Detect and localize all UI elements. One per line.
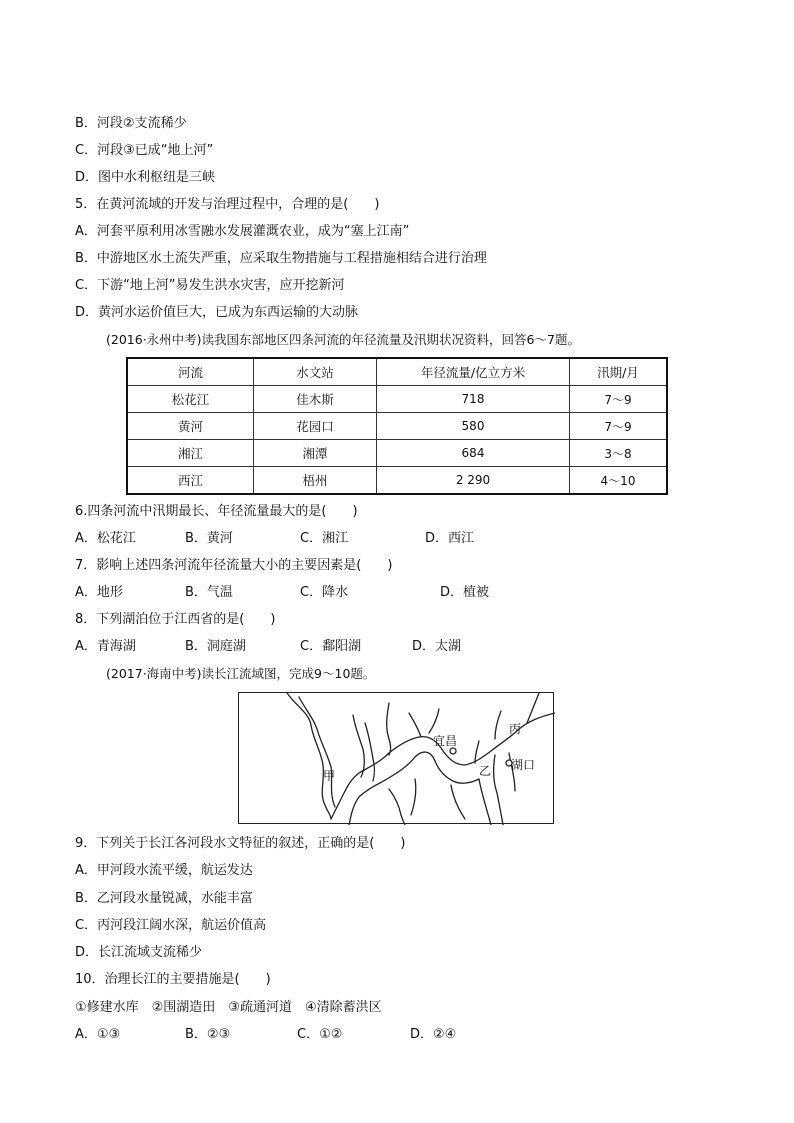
map-label-jia: 甲 [323, 769, 336, 783]
table-header-cell: 汛期/月 [570, 358, 668, 386]
q9-option-d: D．长江流域支流稀少 [75, 945, 203, 960]
q9-option-c: C．丙河段江阔水深，航运价值高 [75, 918, 267, 933]
q8-option-a: A．青海湖 [75, 639, 136, 654]
q10-choices: ①修建水库 ②围湖造田 ③疏通河道 ④清除蓄洪区 [75, 1000, 382, 1015]
table-row [127, 467, 667, 495]
table-cell: 7～9 [570, 386, 668, 413]
intro-q6-7: (2016·永州中考)读我国东部地区四条河流的年径流量及汛期状况资料，回答6～7题。 [106, 332, 580, 347]
table-row [127, 386, 667, 413]
q9-option-a: A．甲河段水流平缓，航运发达 [75, 863, 253, 878]
table-header-cell: 河流 [127, 358, 254, 386]
table-cell: 684 [377, 440, 570, 467]
q8-option-d: D．太湖 [412, 639, 462, 654]
table-cell: 7～9 [570, 413, 668, 440]
q6-option-a: A．松花江 [75, 531, 136, 546]
q9-stem: 9．下列关于长江各河段水文特征的叙述，正确的是( ) [75, 836, 406, 851]
q10-option-d: D．②④ [410, 1027, 457, 1042]
q4-option-d: D．图中水利枢纽是三峡 [75, 170, 216, 185]
q7-option-b: B．气温 [185, 585, 233, 600]
table-cell: 西江 [127, 467, 254, 495]
q10-option-a: A．①③ [75, 1027, 121, 1042]
map-label-hukou: 湖口 [511, 758, 536, 772]
table-cell: 黄河 [127, 413, 254, 440]
q5-option-b: B．中游地区水土流失严重，应采取生物措施与工程措施相结合进行治理 [75, 251, 487, 266]
map-label-yi: 乙 [479, 764, 492, 778]
q6-stem: 6.四条河流中汛期最长、年径流量最大的是( ) [75, 504, 358, 519]
table-cell: 松花江 [127, 386, 254, 413]
q10-option-c: C．①② [297, 1027, 343, 1042]
q5-option-d: D．黄河水运价值巨大，已成为东西运输的大动脉 [75, 305, 359, 320]
table-header-row [127, 358, 667, 386]
q4-option-c: C．河段③已成“地上河” [75, 143, 214, 158]
q7-stem: 7．影响上述四条河流年径流量大小的主要因素是( ) [75, 558, 393, 573]
table-header-cell: 年径流量/亿立方米 [377, 358, 570, 386]
q5-option-c: C．下游“地上河”易发生洪水灾害，应开挖新河 [75, 278, 345, 293]
intro-q9-10: (2017·海南中考)读长江流域图，完成9～10题。 [106, 666, 376, 681]
table-cell: 4～10 [570, 467, 668, 495]
q4-option-b: B．河段②支流稀少 [75, 116, 187, 131]
yangtze-basin-map [238, 692, 554, 824]
q8-option-c: C．鄱阳湖 [300, 639, 362, 654]
map-label-bing: 丙 [509, 722, 522, 736]
table-cell: 2 290 [377, 467, 570, 495]
map-label-yichang: 宜昌 [433, 734, 458, 748]
q6-option-c: C．湘江 [300, 531, 349, 546]
table-cell: 3～8 [570, 440, 668, 467]
table-row [127, 440, 667, 467]
q8-option-b: B．洞庭湖 [185, 639, 246, 654]
table-cell: 湘江 [127, 440, 254, 467]
q7-option-c: C．降水 [300, 585, 349, 600]
q8-stem: 8．下列湖泊位于江西省的是( ) [75, 612, 276, 627]
river-drawing [239, 693, 555, 825]
yichang-station-marker [450, 748, 456, 754]
river-data-table [126, 357, 668, 495]
table-cell: 花园口 [254, 413, 377, 440]
q7-option-a: A．地形 [75, 585, 123, 600]
q7-option-d: D．植被 [440, 585, 490, 600]
q6-option-d: D．西江 [425, 531, 475, 546]
q6-option-b: B．黄河 [185, 531, 233, 546]
table-row [127, 413, 667, 440]
q10-option-b: B．②③ [185, 1027, 231, 1042]
q9-option-b: B．乙河段水量锐减，水能丰富 [75, 891, 253, 906]
q10-stem: 10．治理长江的主要措施是( ) [75, 972, 271, 987]
q5-stem: 5．在黄河流域的开发与治理过程中，合理的是( ) [75, 197, 380, 212]
table-cell: 佳木斯 [254, 386, 377, 413]
table-cell: 湘潭 [254, 440, 377, 467]
table-cell: 梧州 [254, 467, 377, 495]
table-header-cell: 水文站 [254, 358, 377, 386]
table-cell: 718 [377, 386, 570, 413]
q5-option-a: A．河套平原利用冰雪融水发展灌溉农业，成为“塞上江南” [75, 224, 410, 239]
table-cell: 580 [377, 413, 570, 440]
